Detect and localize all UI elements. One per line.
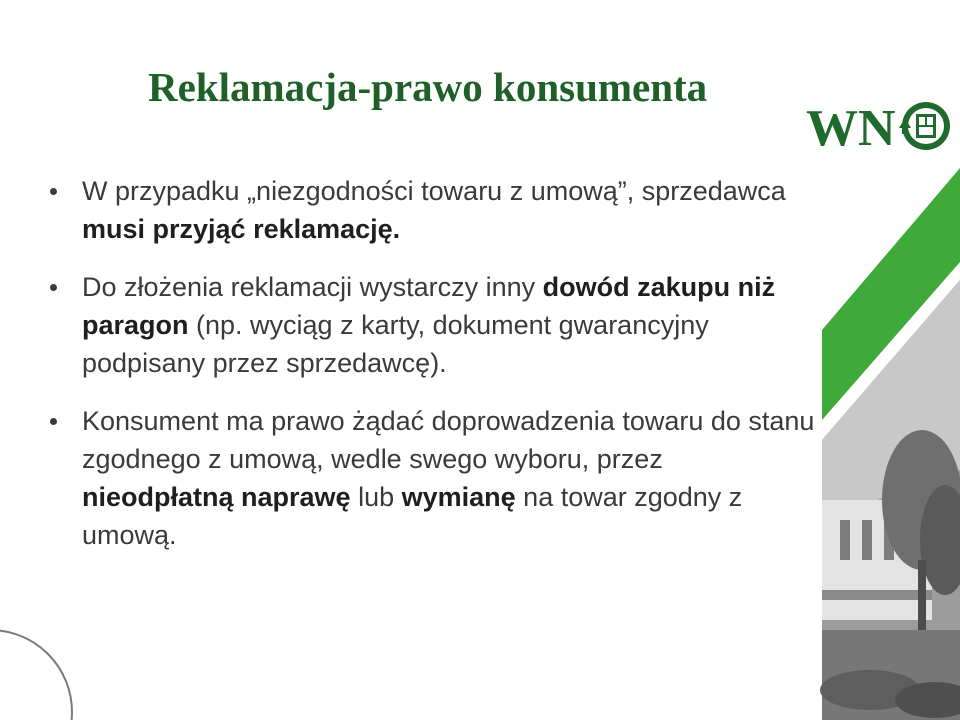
decorative-circle-outline <box>0 630 72 720</box>
bullet-dot <box>50 284 57 291</box>
bullet-text: Do złożenia reklamacji wystarczy inny dowód zakupu niż paragon (np. wyciąg z karty, dokument gwarancyjny podpisany przez sprzedawcę). <box>82 272 776 378</box>
bullet-dot <box>50 418 57 425</box>
bullet-item <box>50 172 820 248</box>
wn-logo <box>806 98 956 154</box>
bullet-text: W przypadku „niezgodności towaru z umową”, sprzedawca musi przyjąć reklamację. <box>82 176 786 244</box>
bullet-item <box>50 402 820 554</box>
logo-wordmark: WN <box>806 100 896 154</box>
bullet-list <box>50 172 820 574</box>
bullet-item <box>50 268 820 382</box>
slide-title: Reklamacja-prawo konsumenta <box>148 64 708 110</box>
bullet-dot <box>50 188 57 195</box>
bullet-text: Konsument ma prawo żądać doprowadzenia towaru do stanu zgodnego z umową, wedle swego wyboru, przez nieodpłatną naprawę lub wymianę na towar zgodny z umową. <box>82 406 815 550</box>
